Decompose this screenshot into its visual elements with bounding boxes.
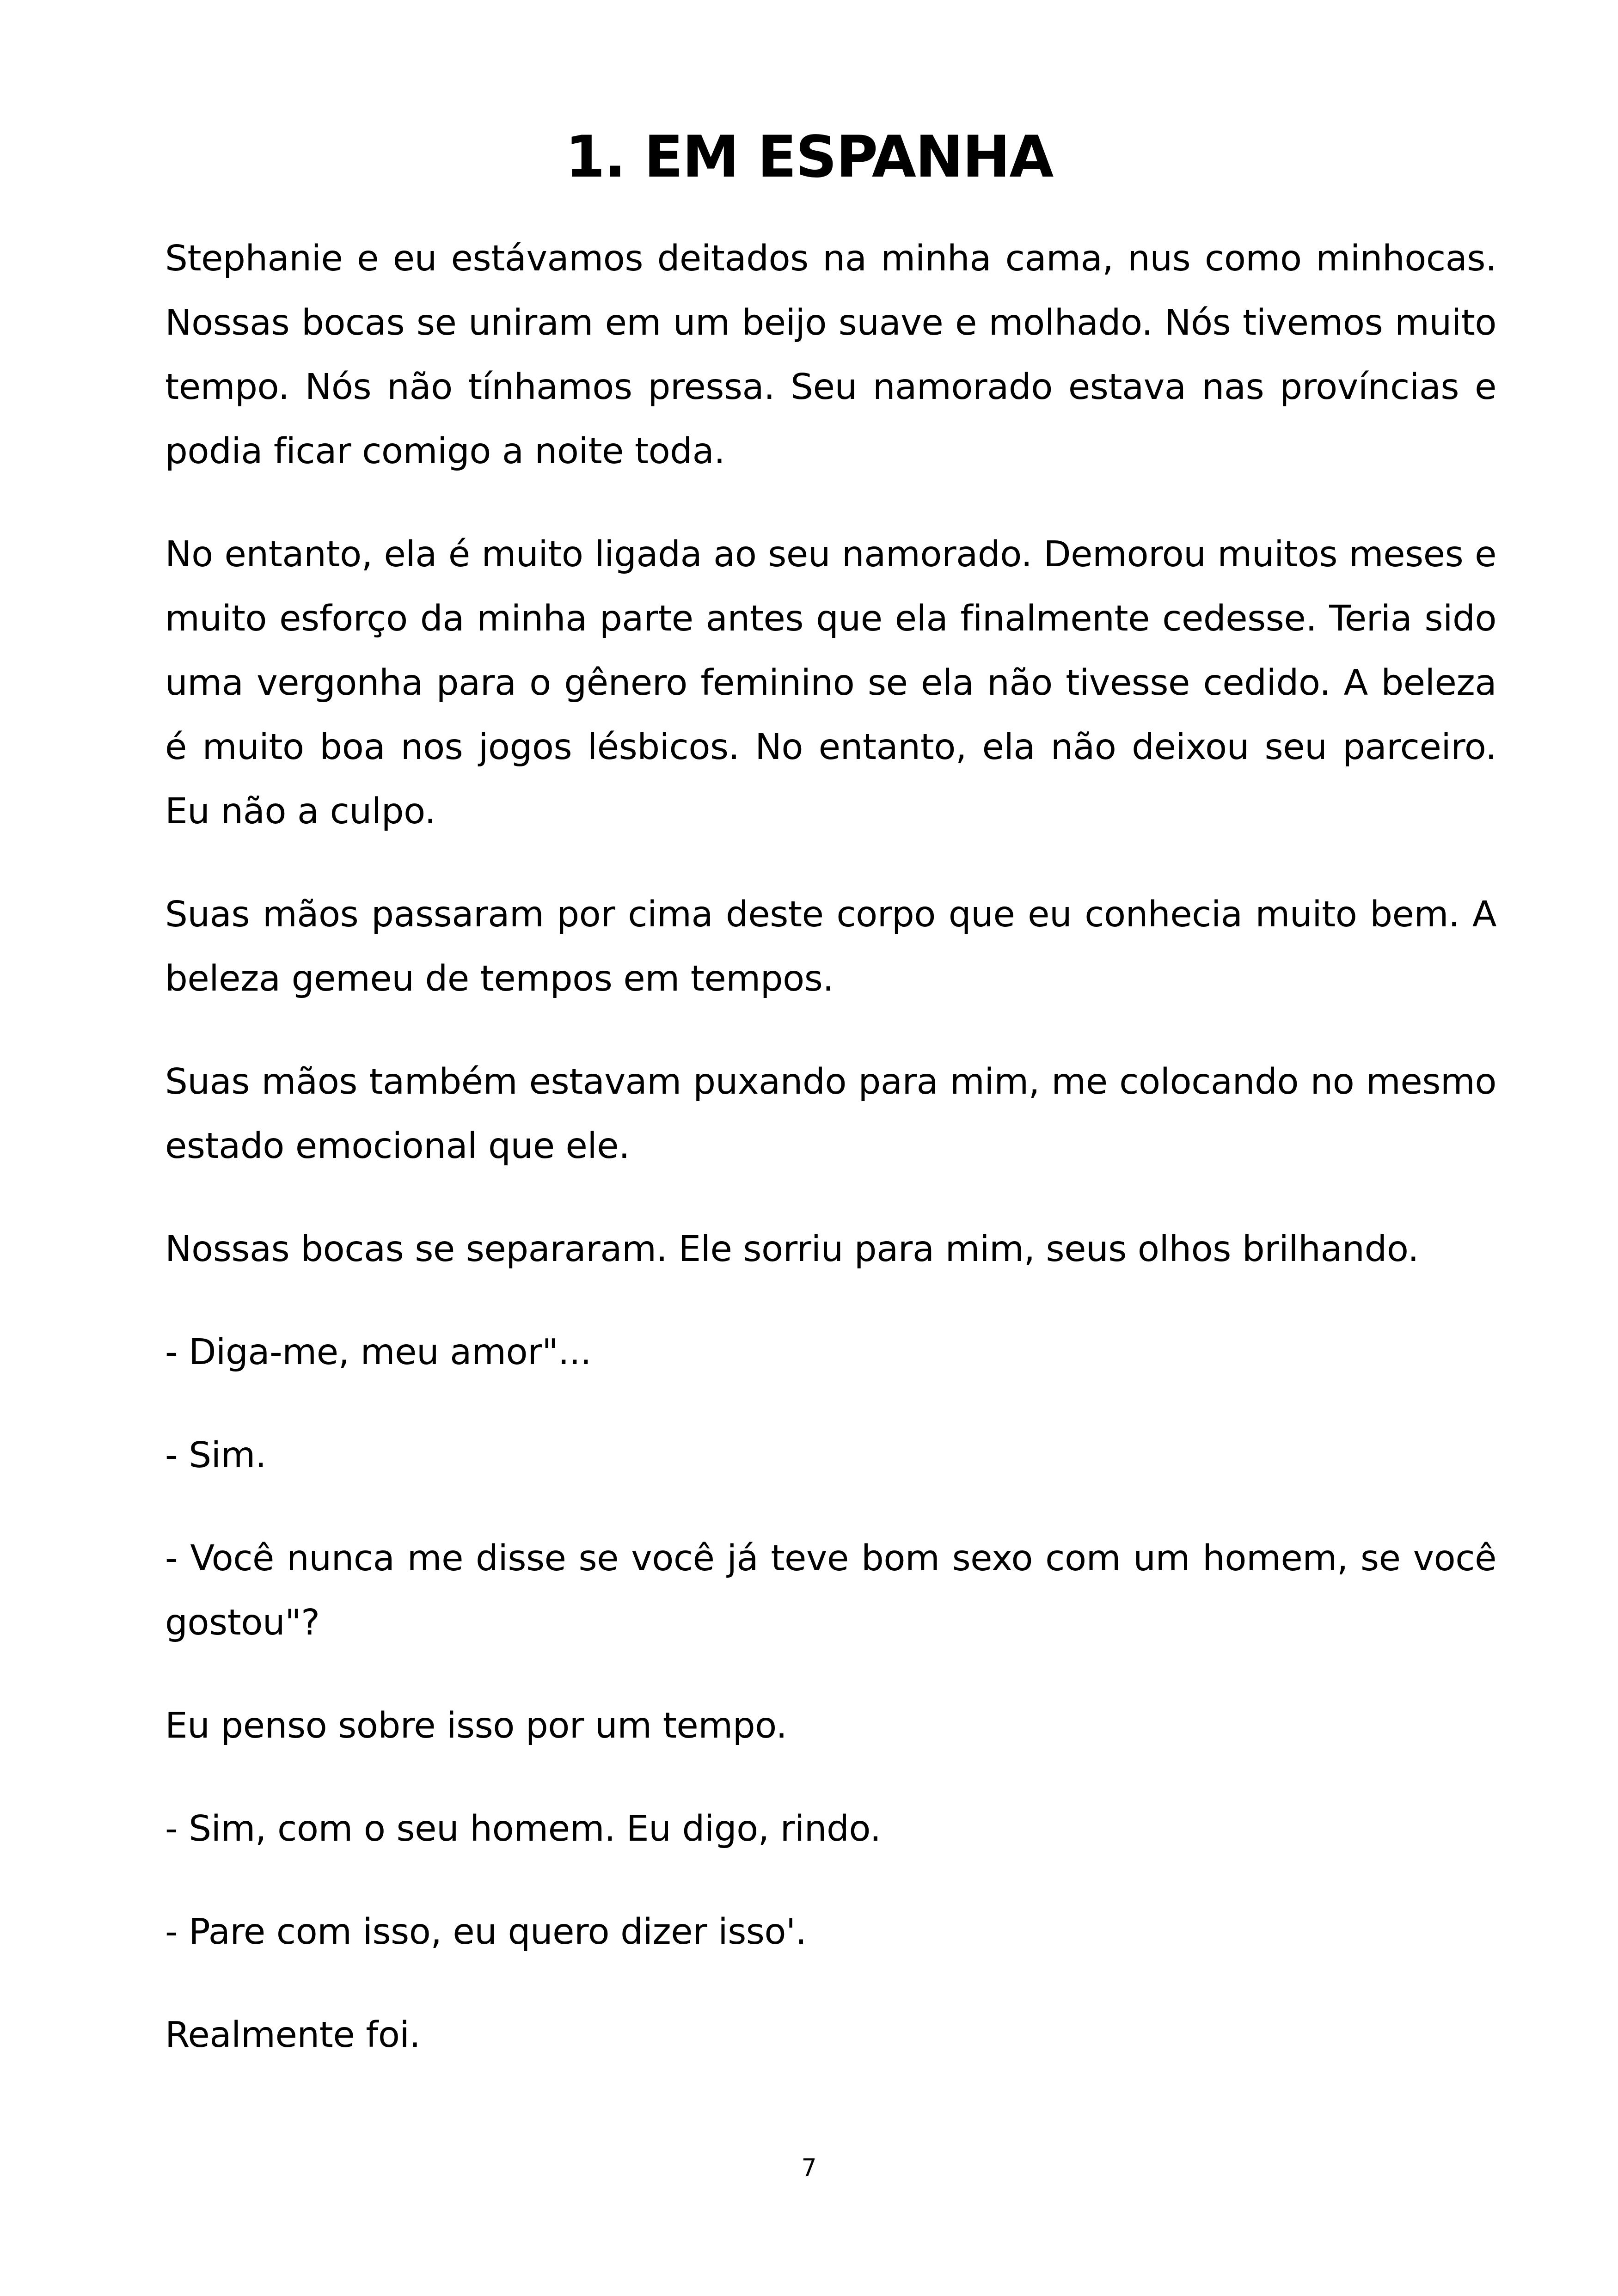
paragraph: Suas mãos passaram por cima deste corpo que eu conhecia muito bem. A beleza gemeu de tempos em tempos. [165,894,1496,999]
dialogue-line: - Sim, com o seu homem. Eu digo, rindo. [165,1808,881,1849]
dialogue-line: - Pare com isso, eu quero dizer isso'. [165,1911,807,1953]
dialogue-line: - Sim. [165,1435,267,1476]
dialogue-line: - Você nunca me disse se você já teve bom sexo com um homem, se você gostou"? [165,1538,1496,1643]
chapter-text [165,227,1496,2106]
paragraph: No entanto, ela é muito ligada ao seu namorado. Demorou muitos meses e muito esforço da minha parte antes que ela finalmente cedesse. Teria sido uma vergonha para o gênero feminino se ela não tivesse cedido. A beleza é muito boa nos jogos lésbicos. No entanto, ela não deixou seu parceiro. Eu não a culpo. [165,534,1496,832]
dialogue-line: - Diga-me, meu amor"... [165,1332,592,1373]
paragraph: Eu penso sobre isso por um tempo. [165,1705,787,1746]
paragraph: Stephanie e eu estávamos deitados na minha cama, nus como minhocas. Nossas bocas se uniram em um beijo suave e molhado. Nós tivemos muito tempo. Nós não tínhamos pressa. Seu namorado estava nas províncias e podia ficar comigo a noite toda. [165,238,1496,472]
paragraph: Nossas bocas se separaram. Ele sorriu para mim, seus olhos brilhando. [165,1229,1419,1270]
paragraph: Suas mãos também estavam puxando para mim, me colocando no mesmo estado emocional que ele. [165,1061,1496,1167]
paragraph: Realmente foi. [165,2014,421,2056]
chapter-title: 1. EM ESPANHA [565,124,1053,190]
page-number: 7 [801,2154,817,2182]
